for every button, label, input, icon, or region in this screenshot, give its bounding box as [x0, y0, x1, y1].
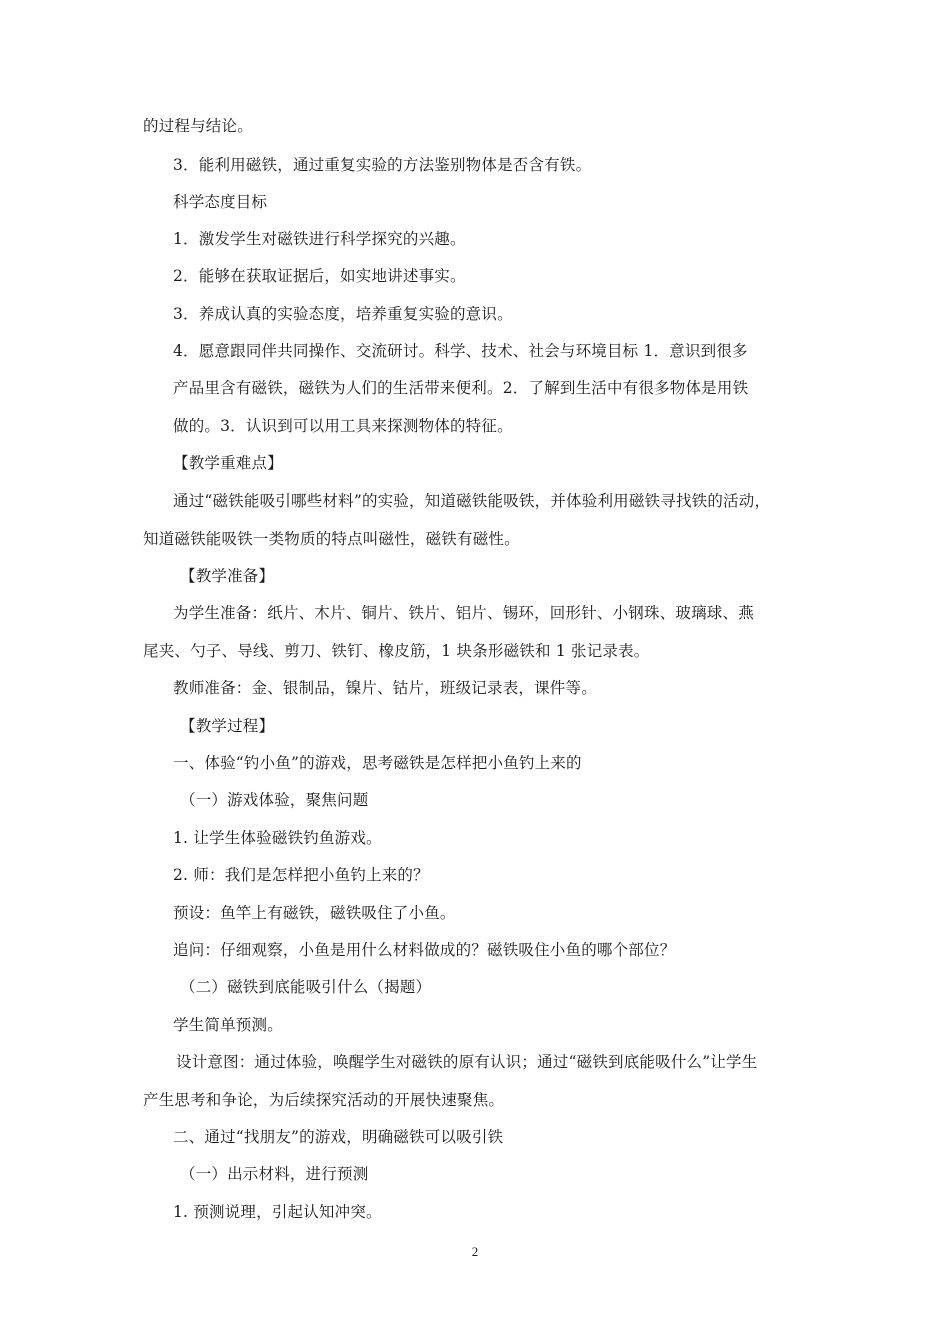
text-line: 1. 让学生体验磁铁钓鱼游戏。 — [173, 829, 382, 847]
section-heading: 【教学重难点】 — [173, 454, 283, 472]
text-line: 的过程与结论。 — [143, 117, 253, 135]
text-line: 3．养成认真的实验态度，培养重复实验的意识。 — [173, 305, 513, 323]
text-line: 教师准备：金、银制品，镍片、钴片，班级记录表，课件等。 — [173, 679, 597, 697]
text-line: 追问：仔细观察，小鱼是用什么材料做成的？磁铁吸住小鱼的哪个部位？ — [173, 941, 676, 959]
text-line: 预设：鱼竿上有磁铁，磁铁吸住了小鱼。 — [173, 904, 456, 922]
text-line: 1．激发学生对磁铁进行科学探究的兴趣。 — [173, 230, 466, 248]
text-line: （一）出示材料，进行预测 — [180, 1165, 369, 1183]
text-line: 知道磁铁能吸铁一类物质的特点叫磁性，磁铁有磁性。 — [143, 530, 520, 548]
text-line: 设计意图：通过体验，唤醒学生对磁铁的原有认识；通过“磁铁到底能吸什么”让学生 — [176, 1053, 758, 1071]
page-number: 2 — [471, 1244, 479, 1259]
section-heading: 【教学准备】 — [180, 567, 275, 585]
text-line: 产生思考和争论，为后续探究活动的开展快速聚焦。 — [143, 1091, 505, 1109]
text-line: 一、体验“钓小鱼”的游戏，思考磁铁是怎样把小鱼钓上来的 — [173, 754, 582, 772]
section-heading: 【教学过程】 — [180, 717, 275, 735]
text-line: 尾夹、勺子、导线、剪刀、铁钉、橡皮筋，1 块条形磁铁和 1 张记录表。 — [143, 642, 650, 660]
text-line: （二）磁铁到底能吸引什么（揭题） — [180, 978, 432, 996]
text-line: 二、通过“找朋友”的游戏，明确磁铁可以吸引铁 — [173, 1128, 504, 1146]
text-line: 1. 预测说理，引起认知冲突。 — [173, 1203, 382, 1221]
text-line: 科学态度目标 — [173, 193, 268, 211]
text-line: 做的。3．认识到可以用工具来探测物体的特征。 — [173, 417, 513, 435]
text-line: 产品里含有磁铁，磁铁为人们的生活带来便利。2．了解到生活中有很多物体是用铁 — [173, 379, 749, 397]
text-line: 3．能利用磁铁，通过重复实验的方法鉴别物体是否含有铁。 — [173, 156, 592, 174]
text-line: 2. 师：我们是怎样把小鱼钓上来的？ — [173, 866, 429, 884]
text-line: 为学生准备：纸片、木片、铜片、铁片、铝片、锡环，回形针、小钢珠、玻璃球、燕 — [173, 604, 754, 622]
text-line: 4．愿意跟同伴共同操作、交流研讨。科学、技术、社会与环境目标 1．意识到很多 — [173, 342, 748, 360]
text-line: 2．能够在获取证据后，如实地讲述事实。 — [173, 267, 466, 285]
text-line: （一）游戏体验，聚焦问题 — [180, 791, 369, 809]
text-line: 通过“磁铁能吸引哪些材料”的实验，知道磁铁能吸铁，并体验利用磁铁寻找铁的活动， — [173, 492, 771, 510]
text-line: 学生简单预测。 — [173, 1016, 283, 1034]
